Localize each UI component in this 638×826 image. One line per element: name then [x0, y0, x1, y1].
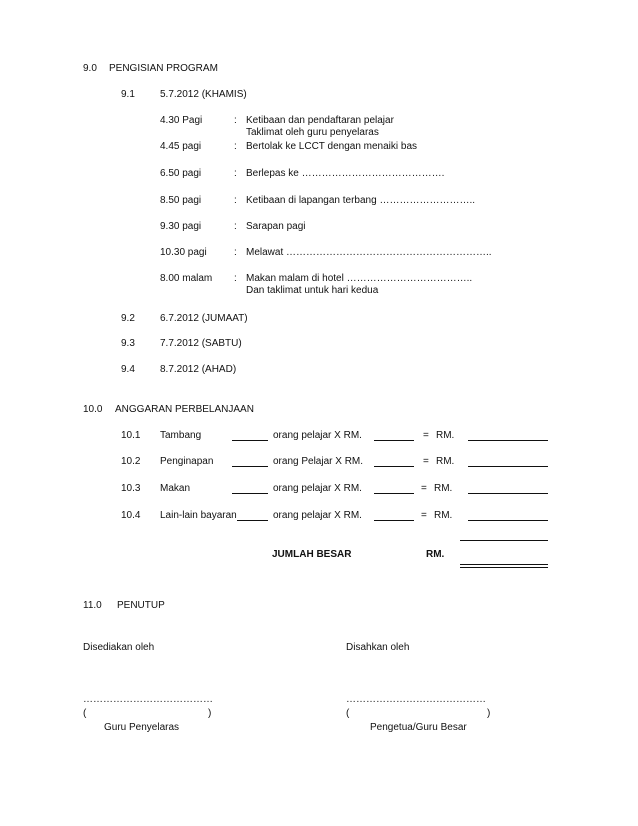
name-bracket-close: ) [208, 708, 212, 719]
total-line-bottom [460, 567, 548, 568]
schedule-time: 4.30 Pagi [160, 115, 203, 126]
day-number: 9.2 [121, 313, 135, 324]
rate-blank [374, 520, 414, 521]
section-9-number: 9.0 [83, 63, 97, 74]
budget-item: Lain-lain bayaran [160, 510, 237, 521]
schedule-desc-line2: Taklimat oleh guru penyelaras [246, 127, 379, 138]
schedule-desc: Sarapan pagi [246, 221, 306, 232]
quantity-blank [237, 520, 268, 521]
schedule-desc-line2: Dan taklimat untuk hari kedua [246, 285, 379, 296]
amount-blank [468, 440, 548, 441]
equals-sign: = [421, 510, 427, 521]
schedule-colon: : [234, 221, 237, 232]
equals-sign: = [421, 483, 427, 494]
name-bracket-open: ( [346, 708, 350, 719]
day-number: 9.4 [121, 364, 135, 375]
rm-label: RM. [436, 456, 455, 467]
name-bracket-close: ) [487, 708, 491, 719]
approved-by-label: Disahkan oleh [346, 642, 410, 653]
budget-item: Makan [160, 483, 191, 494]
subtotal-line [460, 540, 548, 541]
budget-unit: orang pelajar X RM. [273, 430, 362, 441]
day-number: 9.3 [121, 338, 135, 349]
budget-item: Penginapan [160, 456, 214, 467]
budget-unit: orang pelajar X RM. [273, 483, 362, 494]
schedule-time: 8.50 pagi [160, 195, 202, 206]
budget-unit: orang pelajar X RM. [273, 510, 362, 521]
section-9-title: PENGISIAN PROGRAM [109, 63, 218, 74]
amount-blank [468, 466, 548, 467]
role-principal: Pengetua/Guru Besar [370, 722, 467, 733]
schedule-colon: : [234, 273, 237, 284]
amount-blank [468, 493, 548, 494]
name-bracket-open: ( [83, 708, 87, 719]
rate-blank [374, 493, 414, 494]
day-date: 7.7.2012 (SABTU) [160, 338, 242, 349]
section-11-title: PENUTUP [117, 600, 165, 611]
schedule-colon: : [234, 168, 237, 179]
role-coordinator: Guru Penyelaras [104, 722, 180, 733]
day-number: 9.1 [121, 89, 135, 100]
section-10-title: ANGGARAN PERBELANJAAN [115, 404, 254, 415]
amount-blank [468, 520, 548, 521]
schedule-desc: Makan malam di hotel ……………………………….. [246, 273, 473, 284]
schedule-time: 8.00 malam [160, 273, 213, 284]
budget-row-number: 10.3 [121, 483, 141, 494]
schedule-time: 6.50 pagi [160, 168, 202, 179]
schedule-time: 9.30 pagi [160, 221, 202, 232]
rm-label: RM. [434, 483, 453, 494]
quantity-blank [232, 440, 268, 441]
quantity-blank [232, 493, 268, 494]
total-rm-label: RM. [426, 549, 445, 560]
signature-line-left: ………………………………… [83, 694, 213, 705]
schedule-time: 4.45 pagi [160, 141, 202, 152]
day-date: 6.7.2012 (JUMAAT) [160, 313, 248, 324]
day-date: 5.7.2012 (KHAMIS) [160, 89, 247, 100]
budget-row-number: 10.4 [121, 510, 141, 521]
day-date: 8.7.2012 (AHAD) [160, 364, 237, 375]
schedule-colon: : [234, 195, 237, 206]
prepared-by-label: Disediakan oleh [83, 642, 155, 653]
schedule-colon: : [234, 115, 237, 126]
rm-label: RM. [436, 430, 455, 441]
budget-row-number: 10.1 [121, 430, 141, 441]
schedule-colon: : [234, 247, 237, 258]
schedule-desc: Ketibaan di lapangan terbang ……………………….. [246, 195, 475, 206]
schedule-desc: Melawat …………………………………………………….. [246, 247, 492, 258]
schedule-desc: Berlepas ke ……………………………………. [246, 168, 445, 179]
rm-label: RM. [434, 510, 453, 521]
total-label: JUMLAH BESAR [272, 549, 352, 560]
schedule-time: 10.30 pagi [160, 247, 207, 258]
rate-blank [374, 466, 414, 467]
section-11-number: 11.0 [83, 600, 102, 611]
budget-row-number: 10.2 [121, 456, 141, 467]
budget-item: Tambang [160, 430, 202, 441]
budget-unit: orang Pelajar X RM. [273, 456, 364, 467]
equals-sign: = [423, 430, 429, 441]
section-10-number: 10.0 [83, 404, 103, 415]
schedule-desc: Ketibaan dan pendaftaran pelajar [246, 115, 394, 126]
quantity-blank [232, 466, 268, 467]
schedule-colon: : [234, 141, 237, 152]
schedule-desc: Bertolak ke LCCT dengan menaiki bas [246, 141, 418, 152]
equals-sign: = [423, 456, 429, 467]
rate-blank [374, 440, 414, 441]
signature-line-right: …………………………………… [346, 694, 486, 705]
total-line-top [460, 564, 548, 565]
